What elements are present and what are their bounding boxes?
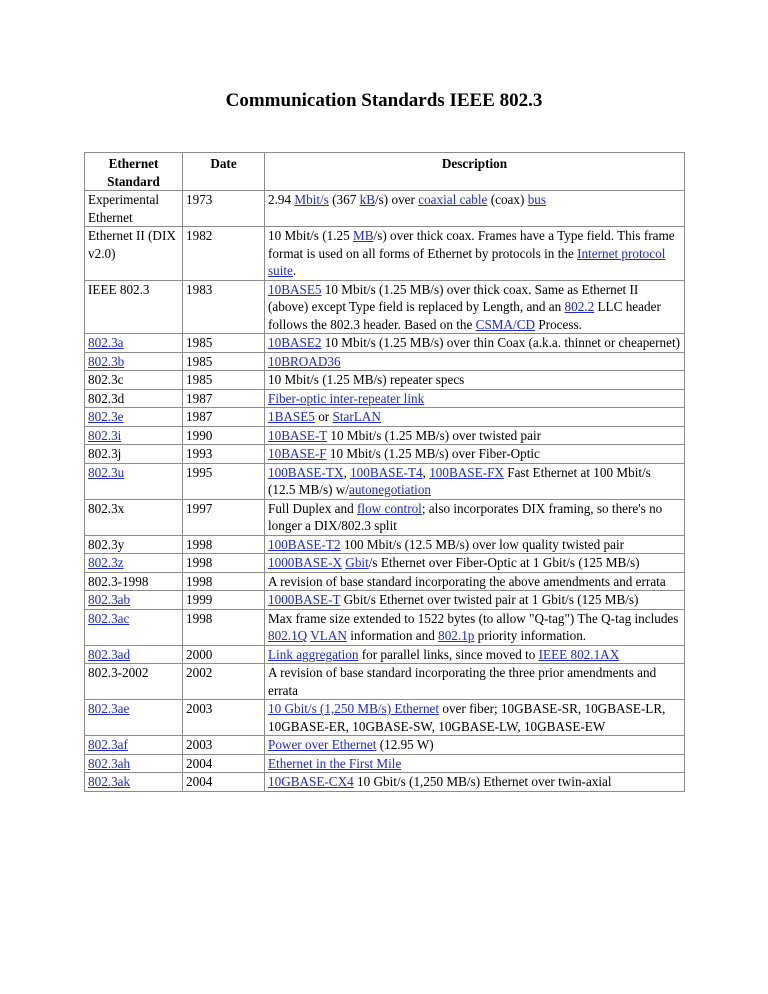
description-link[interactable]: MB [353,228,374,243]
description-text: . [292,263,297,278]
table-row [85,700,685,736]
description-text: or [314,409,333,424]
cell-standard [85,754,183,773]
cell-standard [85,700,183,736]
table-row [85,371,685,390]
table-row [85,609,685,645]
cell-description [265,499,685,535]
standard-link[interactable]: 802.3ad [88,646,131,662]
cell-date: 1993 [183,445,265,464]
cell-description [265,736,685,755]
cell-standard [85,499,183,535]
description-text: A revision of base standard incorporating the three prior amendments and errata [268,665,657,698]
description-text: 10 Mbit/s (1.25 MB/s) over Fiber-Optic [326,446,540,461]
description-link[interactable]: StarLAN [332,409,381,424]
cell-description [265,700,685,736]
description-text: 100 Mbit/s (12.5 MB/s) over low quality twisted pair [340,536,625,552]
cell-standard [85,352,183,371]
cell-description [265,389,685,408]
description-text: /s Ethernet over Fiber-Optic at 1 Gbit/s (125 MB/s) [368,555,640,570]
description-text: Fast Ethernet at 100 Mbit/s (12.5 MB/s) w/ [268,464,651,497]
table-row [85,754,685,773]
description-link[interactable]: 100BASE-T2 [268,536,341,552]
standard-link[interactable]: 802.3ah [88,755,131,771]
description-link[interactable]: kB [359,192,375,207]
cell-description [265,554,685,573]
standard-text: 802.3c [88,372,124,387]
cell-date: 2002 [183,664,265,700]
description-text: Max frame size extended to 1522 bytes (to allow "Q-tag") The Q-tag includes [268,610,679,626]
cell-date: 1990 [183,426,265,445]
description-text: , [422,464,430,480]
description-link[interactable]: 10GBASE-CX4 [268,774,354,789]
table-row [85,572,685,591]
cell-standard [85,227,183,281]
cell-description [265,334,685,353]
standard-link[interactable]: 802.3ak [88,774,131,789]
standard-link[interactable]: 802.3e [88,409,124,424]
table-row [85,554,685,573]
standard-text: Ethernet II (DIX v2.0) [88,228,176,261]
standard-text: 802.3-1998 [88,573,149,589]
standard-text: 802.3j [88,446,122,461]
description-link[interactable]: 10BASE-T [268,427,328,443]
description-text: Process. [535,316,582,332]
description-link[interactable]: Gbit [345,555,369,570]
cell-date: 1998 [183,535,265,554]
table-row [85,334,685,353]
cell-standard [85,426,183,445]
table-row [85,535,685,554]
cell-standard [85,445,183,464]
description-text: 2.94 [268,192,295,207]
cell-standard [85,408,183,427]
table-row [85,664,685,700]
table-row [85,389,685,408]
cell-standard [85,334,183,353]
description-text: 10 Mbit/s (1.25 MB/s) over thick coax. Same as Ethernet II (above) except Type field is replaced by Length, and an [268,281,639,314]
cell-date: 2004 [183,773,265,792]
description-link[interactable]: 10BASE-F [268,446,327,461]
description-link[interactable]: bus [527,192,547,207]
cell-standard [85,736,183,755]
cell-standard [85,535,183,554]
description-text: 10 Mbit/s (1.25 MB/s) over twisted pair [327,427,542,443]
cell-date: 1998 [183,554,265,573]
cell-date: 1985 [183,371,265,390]
description-link[interactable]: 100BASE-TX [268,464,344,480]
cell-standard [85,572,183,591]
standard-link[interactable]: 802.3z [88,555,124,570]
standard-text: IEEE 802.3 [88,281,150,297]
description-link[interactable]: 1BASE5 [268,409,315,424]
description-text: (coax) [487,192,528,207]
cell-standard [85,280,183,334]
cell-description [265,352,685,371]
description-text: information and [346,628,439,643]
table-row [85,280,685,334]
cell-date: 1983 [183,280,265,334]
description-link[interactable]: 100BASE-FX [429,464,504,480]
cell-description [265,408,685,427]
description-link[interactable]: Fiber-optic inter-repeater link [268,390,425,406]
description-text: 10 Mbit/s (1.25 MB/s) over thin Coax (a.k.a. thinnet or cheapernet) [321,335,681,350]
table-row [85,591,685,610]
cell-description [265,371,685,390]
standard-link[interactable]: 802.3af [88,737,128,752]
description-link[interactable]: Internet protocol suite [268,245,666,278]
table-row [85,773,685,792]
description-link[interactable]: 10BASE2 [268,335,322,350]
description-link[interactable]: 1000BASE-X [268,555,342,570]
standards-table [84,152,685,792]
standard-link[interactable]: 802.3u [88,464,125,480]
table-row [85,191,685,227]
description-link[interactable]: Link aggregation [268,646,359,662]
cell-description [265,445,685,464]
standard-text: 802.3-2002 [88,665,149,680]
standard-link[interactable]: 802.3a [88,335,124,350]
cell-description [265,591,685,610]
cell-standard [85,463,183,499]
description-text: Full Duplex and [268,500,358,516]
description-link[interactable]: autonegotiation [348,482,432,497]
cell-description [265,754,685,773]
table-row [85,227,685,281]
cell-standard [85,645,183,664]
description-link[interactable]: 100BASE-T4 [350,464,423,480]
cell-description [265,227,685,281]
cell-description [265,191,685,227]
cell-date: 2003 [183,736,265,755]
description-text: A revision of base standard incorporating the above amendments and errata [268,573,666,589]
cell-description [265,535,685,554]
description-text: 10 Gbit/s (1,250 MB/s) Ethernet over twin-axial [353,774,612,789]
description-text: priority information. [474,628,587,643]
cell-date: 1998 [183,609,265,645]
cell-date: 1985 [183,334,265,353]
description-link[interactable]: 10BROAD36 [268,353,341,369]
description-text: LLC header follows the 802.3 header. Based on the [268,299,661,332]
table-row [85,736,685,755]
cell-standard [85,609,183,645]
description-text: ; also incorporates DIX framing, so there's no longer a DIX/802.3 split [268,500,663,533]
description-link[interactable]: flow control [357,500,422,516]
cell-date: 1998 [183,572,265,591]
cell-date: 1985 [183,352,265,371]
description-link[interactable]: 802.2 [564,299,595,314]
description-text: for parallel links, since moved to [358,646,539,662]
cell-description [265,426,685,445]
standard-link[interactable]: 802.3b [88,353,125,369]
cell-date: 2000 [183,645,265,664]
cell-standard [85,773,183,792]
description-link[interactable]: VLAN [310,628,347,643]
description-text: over fiber; 10GBASE-SR, 10GBASE-LR, 10GBASE-ER, 10GBASE-SW, 10GBASE-LW, 10GBASE-EW [268,701,666,734]
description-link[interactable]: CSMA/CD [475,316,536,332]
cell-standard [85,191,183,227]
cell-description [265,645,685,664]
standard-link[interactable]: 802.3ab [88,592,131,607]
table-row [85,645,685,664]
standard-text: 802.3d [88,390,125,406]
cell-description [265,664,685,700]
cell-description [265,572,685,591]
description-link[interactable]: 802.1Q [268,628,308,643]
cell-standard [85,389,183,408]
table-row [85,463,685,499]
description-link[interactable]: IEEE 802.1AX [538,646,620,662]
standard-link[interactable]: 802.3i [88,427,122,443]
description-text: /s) over thick coax. Frames have a Type field. This frame format is used on all forms of Ethernet by protocols in the [268,228,675,261]
description-text: Gbit/s Ethernet over twisted pair at 1 Gbit/s (125 MB/s) [340,592,639,607]
cell-description [265,463,685,499]
table-row [85,499,685,535]
cell-standard [85,371,183,390]
cell-standard [85,554,183,573]
table-row [85,445,685,464]
description-link[interactable]: 10BASE5 [268,281,322,297]
description-text: (367 [328,192,360,207]
description-text: 10 Mbit/s (1.25 [268,228,353,243]
description-link[interactable]: Power over Ethernet [268,737,377,752]
description-link[interactable]: 10 Gbit/s (1,250 MB/s) Ethernet [268,701,440,716]
table-row [85,352,685,371]
description-text: (12.95 W) [376,737,434,752]
standard-text: Experimental Ethernet [88,192,160,225]
header-date: Date [183,153,265,191]
description-text: , [343,464,351,480]
cell-date: 1982 [183,227,265,281]
cell-date: 2003 [183,700,265,736]
header-standard: Ethernet Standard [85,153,183,191]
description-link[interactable]: coaxial cable [418,192,488,207]
cell-date: 2004 [183,754,265,773]
cell-date: 1987 [183,389,265,408]
standard-text: 802.3y [88,536,125,552]
cell-description [265,773,685,792]
standard-text: 802.3x [88,500,125,516]
cell-date: 1973 [183,191,265,227]
description-text: 10 Mbit/s (1.25 MB/s) repeater specs [268,372,465,387]
description-link[interactable]: 1000BASE-T [268,592,341,607]
cell-standard [85,664,183,700]
cell-date: 1997 [183,499,265,535]
standard-link[interactable]: 802.3ac [88,610,130,626]
cell-date: 1999 [183,591,265,610]
description-link[interactable]: 802.1p [438,628,475,643]
cell-description [265,609,685,645]
cell-date: 1987 [183,408,265,427]
description-text: /s) over [375,192,419,207]
table-header-row [85,153,685,191]
cell-date: 1995 [183,463,265,499]
description-link[interactable]: Mbit/s [294,192,329,207]
header-description: Description [265,153,685,191]
page-title: Communication Standards IEEE 802.3 [225,90,543,111]
standard-link[interactable]: 802.3ae [88,701,130,716]
table-row [85,408,685,427]
description-link[interactable]: Ethernet in the First Mile [268,755,402,771]
table-row [85,426,685,445]
cell-standard [85,591,183,610]
cell-description [265,280,685,334]
